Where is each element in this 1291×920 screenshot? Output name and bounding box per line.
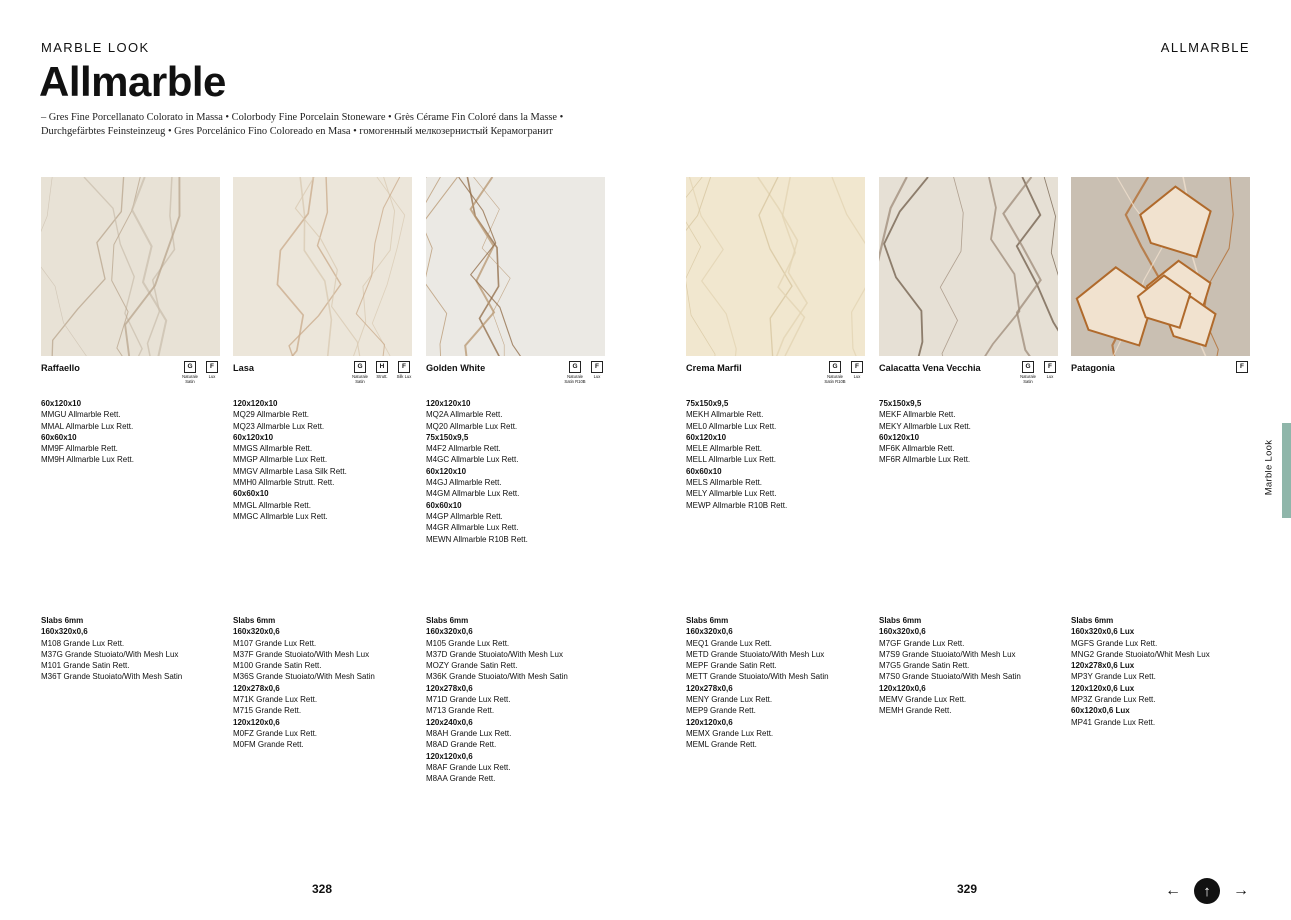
size-heading: 60x60x10 (686, 466, 722, 476)
page-title: Allmarble (39, 58, 226, 105)
product-code: MMGC Allmarble Lux Rett. (233, 511, 328, 521)
slab-heading: 120x120x0,6 Lux (1071, 683, 1135, 693)
slab-code: M7G5 Grande Satin Rett. (879, 661, 970, 671)
product-swatch-image[interactable] (1071, 177, 1250, 356)
finish-badge-letter: F (1044, 361, 1056, 373)
product-code: MMGV Allmarble Lasa Silk Rett. (233, 466, 347, 476)
slab-code: M8AA Grande Rett. (426, 774, 496, 784)
slab-heading: Slabs 6mm (879, 616, 922, 625)
product-card[interactable] (233, 177, 412, 522)
product-code: MEKY Allmarble Lux Rett. (879, 421, 971, 431)
slab-code: M7S9 Grande Stuoiato/With Mesh Lux (879, 649, 1016, 659)
product-code: MQ29 Allmarble Rett. (233, 410, 310, 420)
size-heading: 75x150x9,5 (426, 432, 469, 442)
finish-badge-caption: Lux (593, 374, 601, 379)
finish-badge-letter: G (184, 361, 196, 373)
slab-code: M36S Grande Stuoiato/With Mesh Satin (233, 672, 375, 682)
size-heading: 60x120x10 (41, 399, 82, 408)
slab-heading: 120x278x0,6 (233, 683, 280, 693)
slab-heading: 160x320x0,6 (686, 627, 733, 637)
finish-badge (204, 361, 220, 384)
finish-badge-caption: Lux (853, 374, 861, 379)
product-code: MMH0 Allmarble Strutt. Rett. (233, 478, 335, 488)
slab-code: M8AF Grande Lux Rett. (426, 762, 511, 772)
finish-badge-caption: Naturale Satin (182, 374, 198, 384)
product-code: MMGS Allmarble Rett. (233, 444, 313, 454)
slab-code: M715 Grande Rett. (233, 706, 302, 716)
slab-code: M37G Grande Stuoiato/With Mesh Lux (41, 649, 179, 659)
slab-code: MENY Grande Lux Rett. (686, 695, 773, 705)
slab-code-list (426, 615, 616, 784)
slab-code: M7GF Grande Lux Rett. (879, 638, 965, 648)
slab-code: MEMX Grande Lux Rett. (686, 728, 774, 738)
product-code: MQ2A Allmarble Rett. (426, 410, 503, 420)
slab-heading: 120x278x0,6 (686, 683, 733, 693)
product-name: Golden White (426, 363, 486, 373)
finish-badge-caption: Naturale Satin R10B (564, 374, 586, 384)
product-swatch-image[interactable] (686, 177, 865, 356)
side-tab-label[interactable]: Marble Look (1263, 439, 1275, 496)
product-code: MEKF Allmarble Rett. (879, 410, 956, 420)
slab-heading: 120x278x0,6 (426, 683, 473, 693)
slab-code: MP3Y Grande Lux Rett. (1071, 672, 1156, 682)
product-code: MMGP Allmarble Lux Rett. (233, 455, 328, 465)
product-code: MEWP Allmarble R10B Rett. (686, 500, 788, 510)
finish-badge-caption: Silk Lux (396, 374, 412, 379)
page-subtitle: – Gres Fine Porcellanato Colorato in Massa • Colorbody Fine Porcelain Stoneware • Grès Cérame Fin Coloré dans la Masse • Durchgefärbtes Feinsteinzeug • Gres Porcelánico Fino Coloreado en Masa • гомогенный мелкозернистый Керамогранит (41, 112, 564, 137)
product-swatch-image[interactable] (879, 177, 1058, 356)
size-heading: 60x60x10 (41, 432, 77, 442)
product-card[interactable] (1071, 177, 1250, 398)
slab-code: MEMH Grande Rett. (879, 706, 952, 716)
slab-code: MEPF Grande Satin Rett. (686, 661, 777, 671)
product-code: MQ23 Allmarble Lux Rett. (233, 421, 325, 431)
slab-heading: 120x120x0,6 (233, 717, 280, 727)
product-name: Crema Marfil (686, 363, 742, 373)
finish-badge (849, 361, 865, 384)
slab-code: M71D Grande Lux Rett. (426, 695, 511, 705)
slab-heading: 120x120x0,6 (879, 683, 926, 693)
slab-code: M0FM Grande Rett. (233, 740, 304, 750)
slab-heading: Slabs 6mm (233, 616, 276, 625)
product-code-list (41, 398, 220, 466)
size-heading: 60x60x10 (233, 489, 269, 499)
product-code: M4GM Allmarble Lux Rett. (426, 489, 520, 499)
slab-heading: 120x240x0,6 (426, 717, 473, 727)
slab-code-list (686, 615, 876, 751)
product-code-list (233, 398, 412, 522)
slab-code: MEP9 Grande Rett. (686, 706, 756, 716)
finish-badges (824, 361, 865, 384)
product-code: MELE Allmarble Rett. (686, 444, 763, 454)
slab-heading: Slabs 6mm (41, 616, 84, 625)
arrow-right-icon[interactable]: → (1233, 882, 1249, 899)
size-heading: 75x150x9,5 (879, 399, 922, 408)
slab-code: M105 Grande Lux Rett. (426, 638, 510, 648)
slab-heading: 160x320x0,6 (426, 627, 473, 637)
slab-heading: 60x120x0,6 Lux (1071, 706, 1130, 716)
page-number-right: 329 (957, 882, 978, 896)
finish-badge-caption: Naturale Satin (1020, 374, 1036, 384)
category-label: MARBLE LOOK (41, 40, 150, 55)
product-code-list (686, 398, 865, 511)
finish-badge-caption: Lux (208, 374, 216, 379)
product-name: Raffaello (41, 363, 80, 373)
slab-code: MGFS Grande Lux Rett. (1071, 638, 1158, 648)
finish-badge-letter: F (1236, 361, 1248, 373)
slab-heading: 120x120x0,6 (686, 717, 733, 727)
slab-code: MNG2 Grande Stuoiato/Whit Mesh Lux (1071, 649, 1210, 659)
finish-badge-caption: Naturale Satin R10B (824, 374, 846, 384)
product-code: MF6K Allmarble Rett. (879, 444, 955, 454)
collection-label: ALLMARBLE (1160, 40, 1250, 55)
product-code: MQ20 Allmarble Lux Rett. (426, 421, 518, 431)
product-swatch-image[interactable] (233, 177, 412, 356)
arrow-up-icon[interactable]: ↑ (1194, 878, 1220, 904)
slab-code-list (41, 615, 231, 683)
finish-badge-caption: Lux (1046, 374, 1054, 379)
slab-heading: Slabs 6mm (426, 616, 469, 625)
slab-code: MEML Grande Rett. (686, 740, 757, 750)
size-heading: 60x60x10 (426, 500, 462, 510)
size-heading: 120x120x10 (233, 399, 278, 408)
slab-heading: 120x120x0,6 (426, 751, 473, 761)
slab-code-list (1071, 615, 1261, 728)
finish-badge (182, 361, 198, 384)
size-heading: 120x120x10 (426, 399, 471, 408)
finish-badge-letter: G (1022, 361, 1034, 373)
product-code: MM9F Allmarble Rett. (41, 444, 118, 454)
product-code: MMAL Allmarble Lux Rett. (41, 421, 134, 431)
product-code: M4F2 Allmarble Rett. (426, 444, 501, 454)
finish-badge (1234, 361, 1250, 375)
slab-heading: 120x278x0,6 Lux (1071, 661, 1135, 671)
product-code: M4GC Allmarble Lux Rett. (426, 455, 519, 465)
slab-code: M8AH Grande Lux Rett. (426, 728, 512, 738)
product-code: MELS Allmarble Rett. (686, 478, 763, 488)
product-swatch-image[interactable] (41, 177, 220, 356)
finish-badge (352, 361, 368, 384)
product-code: MELY Allmarble Lux Rett. (686, 489, 777, 499)
product-card[interactable] (426, 177, 605, 545)
finish-badge (396, 361, 412, 384)
slab-heading: Slabs 6mm (1071, 616, 1114, 625)
product-code: MF6R Allmarble Lux Rett. (879, 455, 971, 465)
slab-code: MEMV Grande Lux Rett. (879, 695, 967, 705)
arrow-left-icon[interactable]: ← (1165, 882, 1181, 899)
finish-badge-letter: F (591, 361, 603, 373)
product-code-list (879, 398, 1058, 466)
product-name: Calacatta Vena Vecchia (879, 363, 981, 373)
finish-badges (352, 361, 412, 384)
slab-code: M101 Grande Satin Rett. (41, 661, 130, 671)
product-code-list (426, 398, 605, 545)
finish-badge (564, 361, 586, 384)
page-number-left: 328 (312, 882, 333, 896)
product-code: M4GR Allmarble Lux Rett. (426, 523, 519, 533)
slab-code: METT Grande Stuoiato/With Mesh Satin (686, 672, 829, 682)
size-heading: 60x120x10 (426, 466, 467, 476)
finish-badge (1042, 361, 1058, 384)
product-code: MM9H Allmarble Lux Rett. (41, 455, 134, 465)
slab-code-list (233, 615, 423, 751)
finish-badges (1234, 361, 1250, 375)
slab-code: MP3Z Grande Lux Rett. (1071, 695, 1156, 705)
product-code: MEWN Allmarble R10B Rett. (426, 534, 528, 544)
finish-badge-letter: F (851, 361, 863, 373)
product-card[interactable] (686, 177, 865, 511)
finish-badge (824, 361, 846, 384)
slab-code: M36K Grande Stuoiato/With Mesh Satin (426, 672, 568, 682)
finish-badge-letter: G (569, 361, 581, 373)
finish-badge-caption: Strutt. (376, 374, 388, 379)
side-tab[interactable] (1282, 423, 1291, 518)
slab-code-list (879, 615, 1069, 717)
slab-code: M37D Grande Stuoiato/With Mesh Lux (426, 649, 563, 659)
finish-badge-letter: G (829, 361, 841, 373)
product-code: MEKH Allmarble Rett. (686, 410, 764, 420)
product-code: MMGL Allmarble Rett. (233, 500, 311, 510)
slab-code: MOZY Grande Satin Rett. (426, 661, 518, 671)
slab-heading: 160x320x0,6 (879, 627, 926, 637)
finish-badge (1020, 361, 1036, 384)
finish-badges (1020, 361, 1058, 384)
size-heading: 60x120x10 (233, 432, 274, 442)
product-code: MELL Allmarble Lux Rett. (686, 455, 776, 465)
finish-badge-letter: G (354, 361, 366, 373)
slab-code: M71K Grande Lux Rett. (233, 695, 318, 705)
size-heading: 60x120x10 (879, 432, 920, 442)
finish-badges (182, 361, 220, 384)
product-code: MEL0 Allmarble Lux Rett. (686, 421, 777, 431)
slab-heading: 160x320x0,6 (233, 627, 280, 637)
finish-badge-letter: H (376, 361, 388, 373)
finish-badges (564, 361, 605, 384)
slab-code: METD Grande Stuoiato/With Mesh Lux (686, 649, 825, 659)
product-name: Lasa (233, 363, 254, 373)
slab-code: M713 Grande Rett. (426, 706, 495, 716)
finish-badge-caption: Naturale Satin (352, 374, 368, 384)
slab-code: M100 Grande Satin Rett. (233, 661, 322, 671)
slab-code: MP41 Grande Lux Rett. (1071, 717, 1156, 727)
slab-code: M36T Grande Stuoiato/With Mesh Satin (41, 672, 183, 682)
slab-heading: 160x320x0,6 (41, 627, 88, 637)
finish-badge (589, 361, 605, 384)
slab-code: M7S0 Grande Stuoiato/With Mesh Satin (879, 672, 1021, 682)
page-navigation (1162, 878, 1252, 904)
slab-code: M107 Grande Lux Rett. (233, 638, 317, 648)
finish-badge-letter: F (398, 361, 410, 373)
slab-code: M37F Grande Stuoiato/With Mesh Lux (233, 649, 370, 659)
size-heading: 60x120x10 (686, 432, 727, 442)
slab-code: MEQ1 Grande Lux Rett. (686, 638, 772, 648)
product-name: Patagonia (1071, 363, 1115, 373)
product-swatch-image[interactable] (426, 177, 605, 356)
product-code: M4GP Allmarble Rett. (426, 511, 503, 521)
slab-heading: 160x320x0,6 Lux (1071, 627, 1135, 637)
size-heading: 75x150x9,5 (686, 399, 729, 408)
product-code: M4GJ Allmarble Rett. (426, 478, 502, 488)
slab-heading: Slabs 6mm (686, 616, 729, 625)
product-code: MMGU Allmarble Rett. (41, 410, 121, 420)
finish-badge-letter: F (206, 361, 218, 373)
finish-badge (374, 361, 390, 384)
slab-code: M0FZ Grande Lux Rett. (233, 728, 318, 738)
slab-code: M108 Grande Lux Rett. (41, 638, 125, 648)
product-card[interactable] (879, 177, 1058, 466)
slab-code: M8AD Grande Rett. (426, 740, 497, 750)
product-card[interactable] (41, 177, 220, 466)
